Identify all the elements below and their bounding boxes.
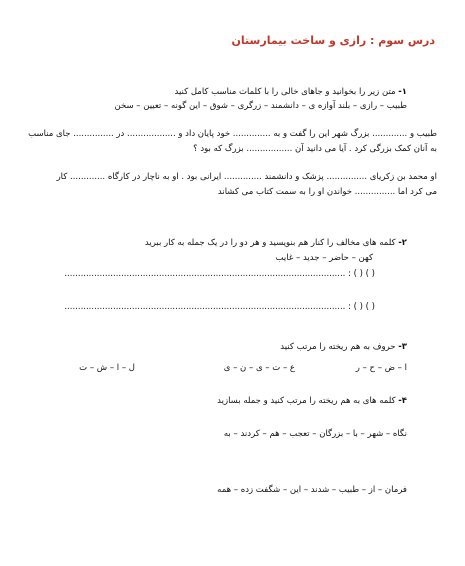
q2-heading	[145, 237, 407, 249]
q3-heading	[280, 341, 407, 353]
q2-number: ۲-	[398, 238, 407, 248]
q4-sentence-1: نگاه – شهر – با – بزرگان – تعجب – هم – کردند – به	[223, 429, 407, 439]
q1-paragraph-line-3: او محمد بن زکریای ............... پزشک و دانشمند .............. ایرانی بود . او به ناچار در کارگاه ............. کار	[56, 172, 437, 182]
q3-letters-group-3: ل – ا – ش – ت	[79, 363, 135, 373]
q2-words: کهن – حاضر – جدید – غایب	[275, 253, 373, 263]
q1-paragraph-line-2: به آنان کمک بزرگی کرد . آیا می دانید آن ................. بزرگ که بود ؟	[193, 144, 437, 154]
q3-instruction: حروف به هم ریخته را مرتب کنید	[280, 342, 396, 352]
q2-answer-row-2: ( ) ( ) : ........................................................................................................	[64, 302, 375, 312]
q4-sentence-2: فرمان – از – طبیب – شدند – این – شگفت زده – همه	[217, 485, 407, 495]
q1-number: ۱-	[398, 87, 407, 97]
q1-paragraph-line-1: طبیب و ............. بزرگ شهر این را گفت و به .............. خود پایان داد و .................. در ............... جای مناسب	[28, 129, 437, 139]
q4-instruction: کلمه های به هم ریخته را مرتب کنید و جمله بسازید	[217, 396, 396, 406]
q3-letters-group-2: ع – ت – ی – ن – ی	[223, 363, 295, 373]
q1-word-bank: طبیب – رازی – بلند آوازه ی – دانشمند – زرگری – شوق – این گونه – تعیین – سخن	[114, 101, 407, 111]
q1-paragraph-line-4: می کرد اما ............... خواندن او را به سمت کتاب می کشاند	[217, 187, 437, 197]
q3-letters-group-1: ا – ض – ح – ر	[355, 363, 407, 373]
q2-instruction: کلمه های مخالف را کنار هم بنویسید و هر دو را در یک جمله به کار ببرید	[144, 238, 396, 248]
q1-instruction: متن زیر را بخوانید و جاهای خالی را با کلمات مناسب کامل کنید	[174, 87, 396, 97]
q2-answer-row-1: ( ) ( ) : ........................................................................................................	[64, 269, 375, 279]
q3-number: ۳-	[398, 342, 407, 352]
q4-heading	[217, 395, 407, 407]
lesson-title: درس سوم : رازی و ساخت بیمارستان	[231, 34, 435, 47]
q4-number: ۴-	[398, 396, 407, 406]
q1-heading	[175, 86, 408, 98]
